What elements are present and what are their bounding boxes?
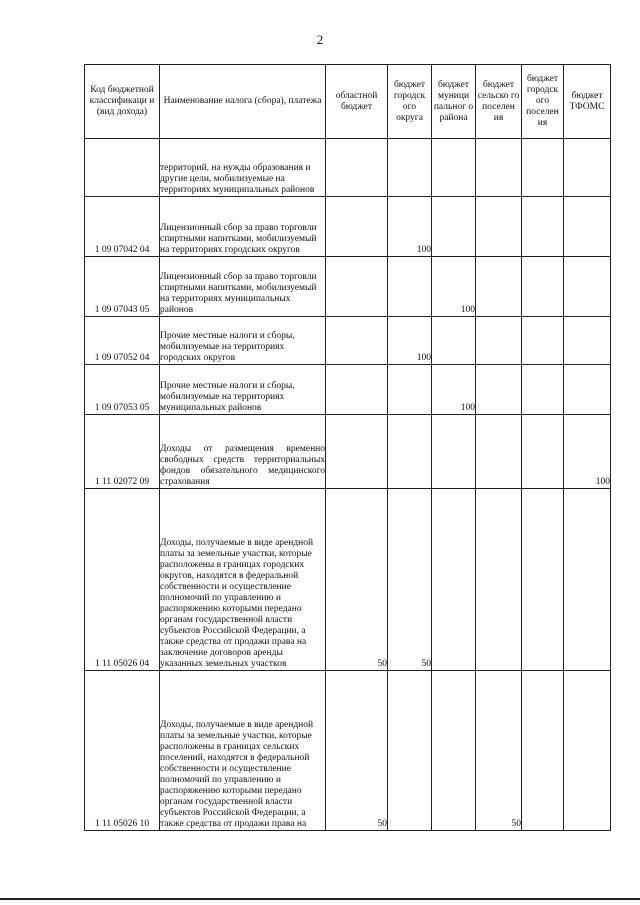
row-name: Доходы, получаемые в виде арендной платы за земельные участки, которые расположены в границах городских округов, находятся в федеральной собственности и осуществление полномочий по управлению и распоряжению которыми передано органам государственной власти субъектов Российской Федерации, а также средства от продажи права на заключение договоров аренды указанных земельных участков	[160, 489, 326, 671]
header-urban-settlement: бюджет городск ого поселен ия	[522, 65, 564, 139]
cell-regional	[326, 415, 388, 489]
cell-urban-settlement	[522, 197, 564, 257]
cell-rural-settlement	[476, 415, 522, 489]
row-name: Лицензионный сбор за право торговли спиртными напитками, мобилизуемый на территориях муниципальных районов	[160, 257, 326, 317]
cell-municipal-district: 100	[432, 257, 476, 317]
cell-urban-district	[388, 139, 432, 197]
cell-municipal-district	[432, 197, 476, 257]
cell-urban-district: 50	[388, 489, 432, 671]
header-rural-settlement: бюджет сельско го поселен ия	[476, 65, 522, 139]
header-name: Наименование налога (сбора), платежа	[160, 65, 326, 139]
row-code: 1 11 05026 04	[85, 489, 160, 671]
cell-municipal-district: 100	[432, 365, 476, 415]
cell-urban-settlement	[522, 671, 564, 831]
header-urban-district: бюджет городск ого округа	[388, 65, 432, 139]
cell-urban-settlement	[522, 139, 564, 197]
cell-regional	[326, 139, 388, 197]
cell-tfoms	[564, 317, 611, 365]
cell-rural-settlement: 50	[476, 671, 522, 831]
cell-tfoms	[564, 257, 611, 317]
table-row	[85, 317, 611, 365]
header-regional: областной бюджет	[326, 65, 388, 139]
cell-rural-settlement	[476, 489, 522, 671]
cell-rural-settlement	[476, 139, 522, 197]
cell-rural-settlement	[476, 365, 522, 415]
cell-municipal-district	[432, 415, 476, 489]
row-name: Прочие местные налоги и сборы, мобилизуемые на территориях городских округов	[160, 317, 326, 365]
table-row	[85, 489, 611, 671]
cell-rural-settlement	[476, 317, 522, 365]
header-tfoms: бюджет ТФОМС	[564, 65, 611, 139]
cell-regional	[326, 257, 388, 317]
cell-tfoms	[564, 365, 611, 415]
cell-regional: 50	[326, 671, 388, 831]
page-number: 2	[316, 32, 324, 47]
cell-tfoms	[564, 197, 611, 257]
row-code: 1 09 07043 05	[85, 257, 160, 317]
row-name: Прочие местные налоги и сборы, мобилизуемые на территориях муниципальных районов	[160, 365, 326, 415]
row-name: Доходы, получаемые в виде арендной платы за земельные участки, которые расположены в границах сельских поселений, находятся в федеральной собственности и осуществление полномочий по управлению и распоряжению которыми передано органам государственной власти субъектов Российской Федерации, а также средства от продажи права на	[160, 671, 326, 831]
cell-regional: 50	[326, 489, 388, 671]
cell-rural-settlement	[476, 257, 522, 317]
cell-urban-district	[388, 365, 432, 415]
cell-urban-settlement	[522, 489, 564, 671]
cell-urban-settlement	[522, 317, 564, 365]
cell-urban-district	[388, 257, 432, 317]
cell-tfoms	[564, 139, 611, 197]
table-row	[85, 415, 611, 489]
row-code: 1 09 07042 04	[85, 197, 160, 257]
cell-rural-settlement	[476, 197, 522, 257]
row-code	[85, 139, 160, 197]
cell-urban-district: 100	[388, 317, 432, 365]
cell-urban-settlement	[522, 257, 564, 317]
row-name: территорий, на нужды образования и другие цели, мобилизуемые на территориях муниципальных районов	[160, 139, 326, 197]
table-row	[85, 671, 611, 831]
table-row	[85, 365, 611, 415]
cell-urban-settlement	[522, 415, 564, 489]
header-code: Код бюджетной классификаци и (вид дохода)	[85, 65, 160, 139]
cell-tfoms	[564, 489, 611, 671]
cell-municipal-district	[432, 489, 476, 671]
cell-municipal-district	[432, 139, 476, 197]
cell-tfoms: 100	[564, 415, 611, 489]
table-header-row	[85, 65, 611, 139]
row-name: Доходы от размещения временно свободных средств территориальных фондов обязательного медицинского страхования	[160, 415, 326, 489]
cell-tfoms	[564, 671, 611, 831]
row-code: 1 11 02072 09	[85, 415, 160, 489]
row-code: 1 09 07053 05	[85, 365, 160, 415]
row-code: 1 09 07052 04	[85, 317, 160, 365]
cell-urban-district	[388, 671, 432, 831]
row-name: Лицензионный сбор за право торговли спиртными напитками, мобилизуемый на территориях городских округов	[160, 197, 326, 257]
row-code: 1 11 05026 10	[85, 671, 160, 831]
cell-regional	[326, 365, 388, 415]
table-row	[85, 197, 611, 257]
header-municipal-district: бюджет муници пальног о района	[432, 65, 476, 139]
page-bottom-rule	[0, 898, 640, 900]
cell-urban-district	[388, 415, 432, 489]
cell-urban-district: 100	[388, 197, 432, 257]
cell-regional	[326, 197, 388, 257]
cell-urban-settlement	[522, 365, 564, 415]
cell-municipal-district	[432, 317, 476, 365]
table-row	[85, 257, 611, 317]
cell-regional	[326, 317, 388, 365]
table-row	[85, 139, 611, 197]
revenue-distribution-table	[84, 64, 611, 831]
cell-municipal-district	[432, 671, 476, 831]
